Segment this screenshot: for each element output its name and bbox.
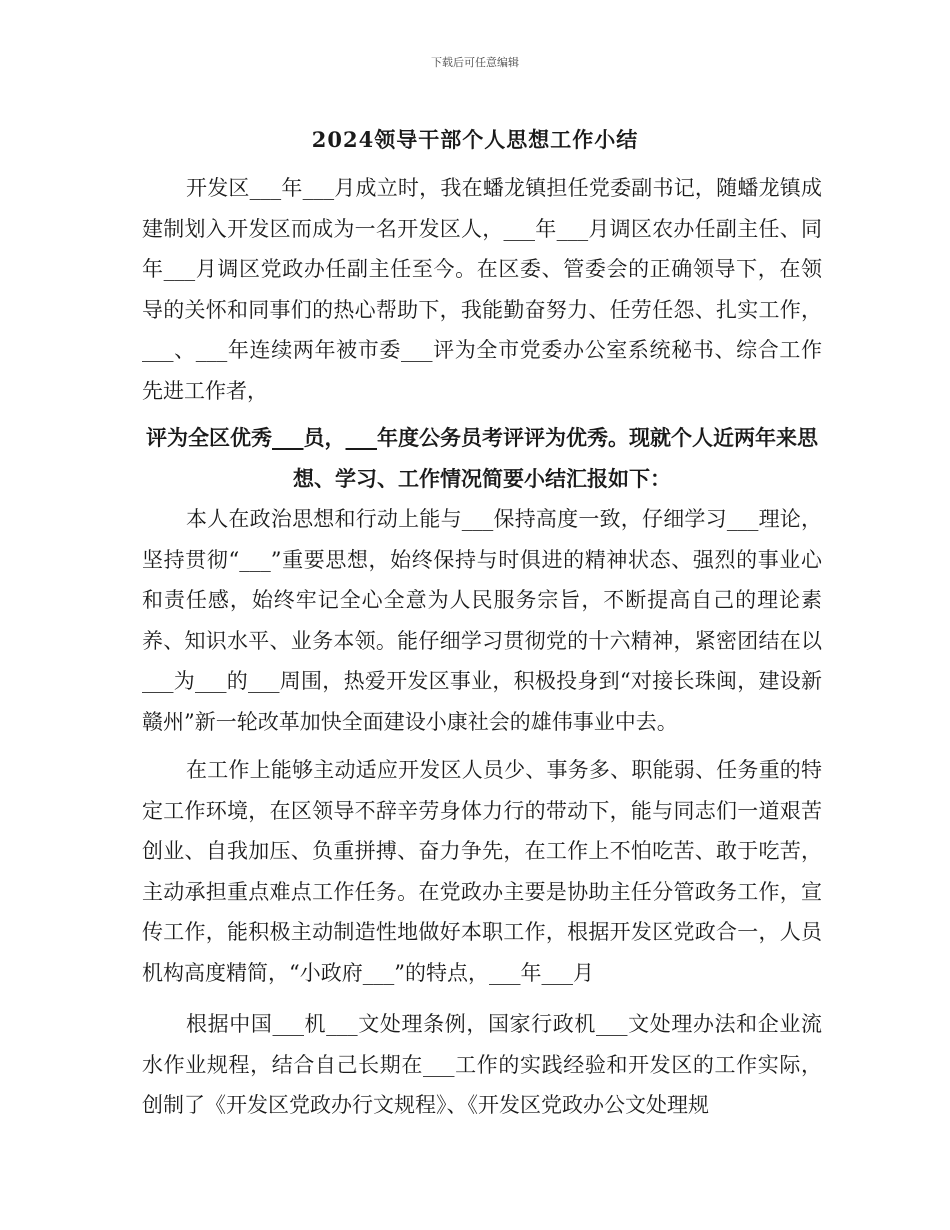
paragraph-1: 开发区___年___月成立时，我在蟠龙镇担任党委副书记，随蟠龙镇成建制划入开发区而成为一名开发区人，___年___月调区农办任副主任、同年___月调区党政办任副主任至今。在区委、管委会的正确领导下，在领导的关怀和同事们的热心帮助下，我能勤奋努力、任劳任怨、扎实工作，___、___年连续两年被市委___评为全市党委办公室系统秘书、综合工作先进工作者， <box>142 176 822 403</box>
paragraph-3: 本人在政治思想和行动上能与___保持高度一致，仔细学习___理论，坚持贯彻“___”重要思想，始终保持与时俱进的精神状态、强烈的事业心和责任感，始终牢记全心全意为人民服务宗旨，不断提高自己的理论素养、知识水平、业务本领。能仔细学习贯彻党的十六精神，紧密团结在以___为___的___周围，热爱开发区事业，积极投身到“对接长珠闽，建设新赣州”新一轮改革加快全面建设小康社会的雄伟事业中去。 <box>142 507 822 734</box>
document-title: 2024领导干部个人思想工作小结 <box>311 127 639 152</box>
paragraph-5: 根据中国___机___文处理条例，国家行政机___文处理办法和企业流水作业规程，结合自己长期在___工作的实践经验和开发区的工作实际，创制了《开发区党政办行文规程》、《开发区党政办公文处理规 <box>142 1012 822 1117</box>
paragraph-2-bold: 评为全区优秀___员，___年度公务员考评评为优秀。现就个人近两年来思想、学习、工作情况简要小结汇报如下： <box>146 425 818 491</box>
paragraph-4: 在工作上能够主动适应开发区人员少、事务多、职能弱、任务重的特定工作环境，在区领导不辞辛劳身体力行的带动下，能与同志们一道艰苦创业、自我加压、负重拼搏、奋力争先，在工作上不怕吃苦、敢于吃苦，主动承担重点难点工作任务。在党政办主要是协助主任分管政务工作，宣传工作，能积极主动制造性地做好本职工作，根据开发区党政合一，人员机构高度精简，“小政府___”的特点，___年___月 <box>142 758 822 985</box>
page-header: 下载后可任意编辑 <box>431 56 519 69</box>
document-body <box>142 168 822 1126</box>
